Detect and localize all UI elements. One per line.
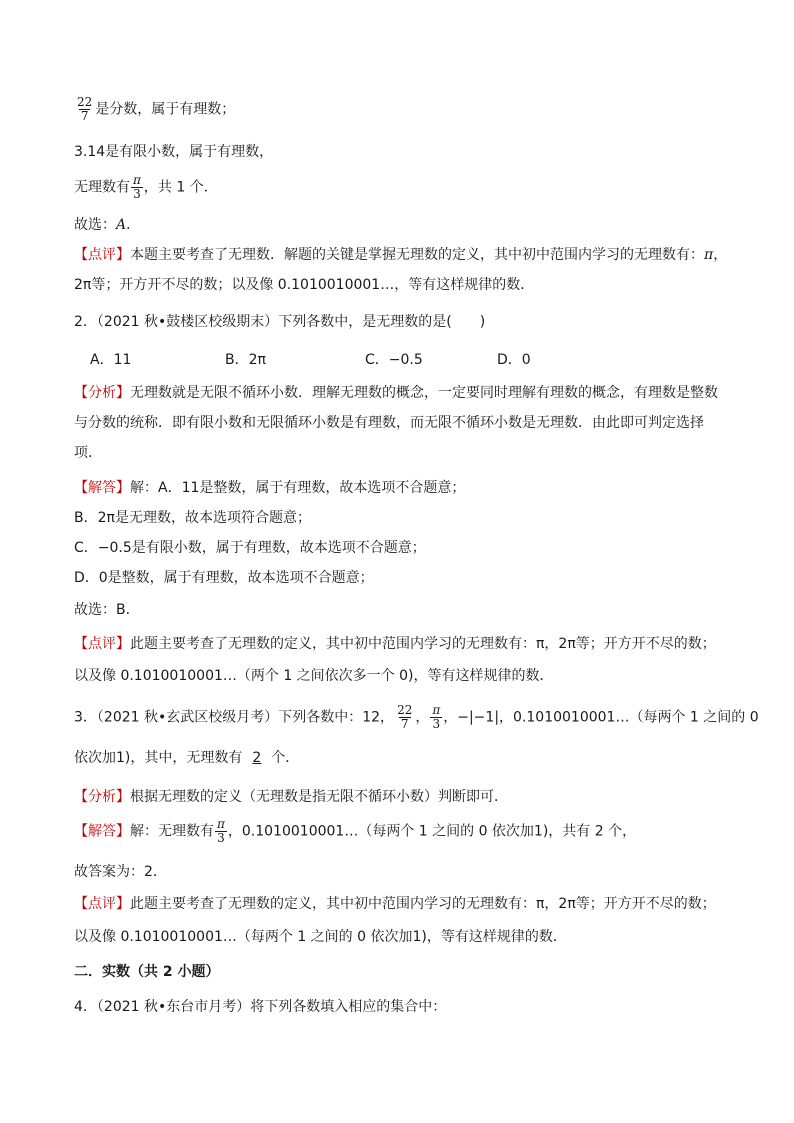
fraction-22-7: $\frac{22}{7}$ (397, 703, 413, 731)
q2-solution-3: C．−0.5是有限小数，属于有理数，故本选项不合题意； (74, 540, 426, 556)
q2-option-b: B．2π (225, 352, 266, 368)
fraction-pi-3: $\frac{\pi}{3}$ (133, 173, 141, 201)
q2-option-c: C．−0.5 (365, 352, 423, 368)
q3-comment-2: 以及像 0.1010010001…（每两个 1 之间的 0 依次加1)，等有这样规律的数． (74, 929, 567, 945)
q3-comment-1: 【点评】此题主要考查了无理数的定义，其中初中范围内学习的无理数有：π，2π等；开方开不尽的数； (74, 896, 716, 912)
line-choice-a: 故选：A． (74, 217, 141, 233)
q2-analysis-3: 项． (74, 445, 102, 461)
q3-analysis: 【分析】根据无理数的定义（无理数是指无限不循环小数）判断即可． (74, 789, 508, 805)
line-fraction-22-7: $\frac{22}{7}$ 是分数，属于有理数； (77, 95, 236, 123)
question-4-stem: 4．（2021 秋•东台市月考）将下列各数填入相应的集合中： (74, 999, 447, 1015)
comment-1-line-2: 2π等；开方开不尽的数；以及像 0.1010010001…，等有这样规律的数． (74, 277, 535, 293)
question-2-stem: 2．（2021 秋•鼓楼区校级期末）下列各数中，是无理数的是( ) (74, 314, 486, 330)
comment-1-line-1: 【点评】本题主要考查了无理数．解题的关键是掌握无理数的定义，其中初中范围内学习的无理数有：π， (74, 247, 728, 263)
q2-comment-1: 【点评】此题主要考查了无理数的定义，其中初中范围内学习的无理数有：π，2π等；开方开不尽的数； (74, 636, 716, 652)
q2-solution-2: B．2π是无理数，故本选项符合题意； (74, 510, 311, 526)
question-3-stem-line-1: 3．（2021 秋•玄武区校级月考）下列各数中：12， $\frac{22}{7}$ ， $\frac{\pi}{3}$ ，−|−1|，0.1010010001…（每两个 1 之间的 0 (74, 703, 759, 731)
section-heading: 二．实数（共 2 小题） (74, 964, 220, 980)
fraction-pi-3: $\frac{\pi}{3}$ (217, 817, 225, 845)
q2-option-a: A．11 (90, 352, 132, 368)
q2-option-d: D．0 (497, 352, 531, 368)
q2-comment-2: 以及像 0.1010010001…（两个 1 之间依次多一个 0)，等有这样规律的数． (74, 668, 554, 684)
fraction-22-7: $\frac{22}{7}$ (77, 95, 93, 123)
q2-solution-1: 【解答】解：A．11是整数，属于有理数，故本选项不合题意； (74, 480, 466, 496)
fraction-pi-3: $\frac{\pi}{3}$ (432, 703, 441, 731)
line-irrational-count: 无理数有 $\frac{\pi}{3}$ ，共 1 个． (74, 173, 218, 201)
q2-analysis-1: 【分析】无理数就是无限不循环小数．理解无理数的概念，一定要同时理解有理数的概念，有理数是整数 (74, 385, 718, 401)
q3-solution: 【解答】解：无理数有 $\frac{\pi}{3}$ ，0.1010010001…（每两个 1 之间的 0 依次加1)，共有 2 个， (74, 817, 637, 845)
q3-answer-blank: 2 (252, 750, 262, 766)
q2-solution-4: D．0是整数，属于有理数，故本选项不合题意； (74, 570, 374, 586)
q2-choice: 故选：B． (74, 602, 140, 618)
line-3-14: 3.14是有限小数，属于有理数， (74, 144, 274, 160)
q3-final: 故答案为：2． (74, 864, 167, 880)
q2-analysis-2: 与分数的统称．即有限小数和无限循环小数是有理数，而无限不循环小数是无理数．由此即可判定选择 (74, 415, 704, 431)
question-3-stem-line-2: 依次加1)，其中，无理数有 2 个． (74, 750, 300, 766)
